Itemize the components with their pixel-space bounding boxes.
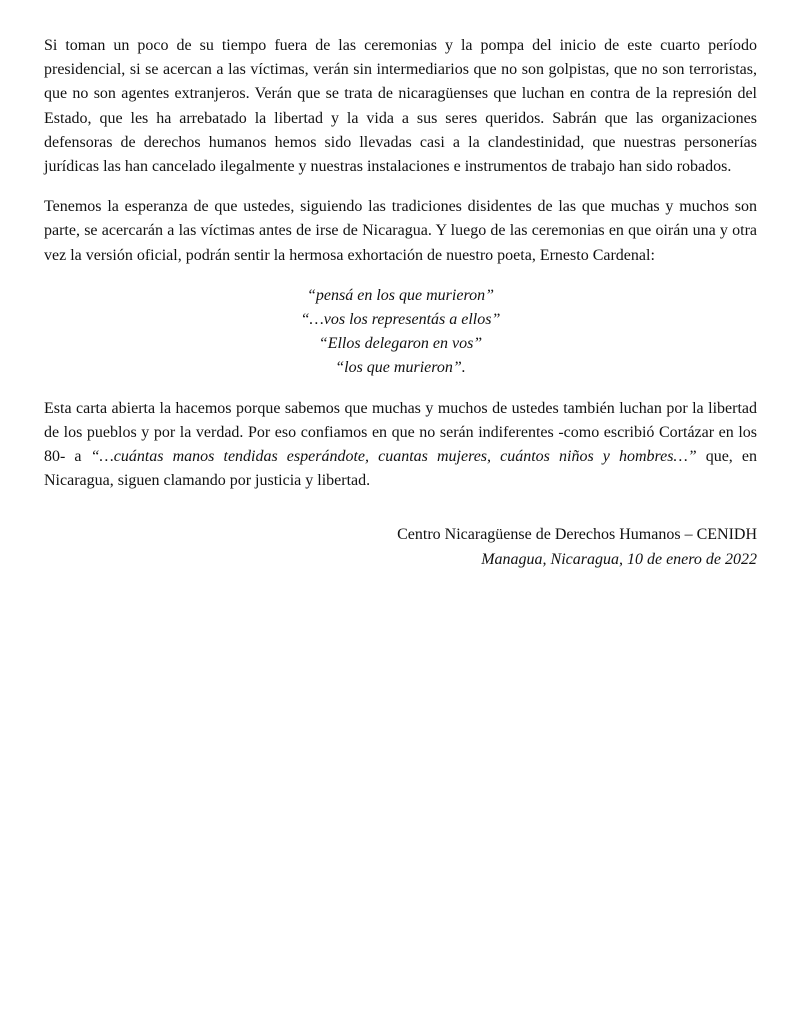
poem-line-1: “pensá en los que murieron” xyxy=(307,286,494,304)
signature-block xyxy=(44,523,757,571)
signature-place-date: Managua, Nicaragua, 10 de enero de 2022 xyxy=(481,550,757,568)
signature-organization: Centro Nicaragüense de Derechos Humanos – CENIDH xyxy=(397,526,757,544)
paragraph-3-text-end: que, en Nicaragua, siguen clamando por justicia y libertad. xyxy=(44,448,758,490)
poem-quote xyxy=(44,284,757,381)
paragraph-1: Si toman un poco de su tiempo fuera de las ceremonias y la pompa del inicio de este cuarto período presidencial, si se acercan a las víctimas, verán sin intermediarios que no son golpistas, que no son terroristas, que no son agentes extranjeros. Verán que se trata de nicaragüenses que luchan en contra de la represión del Estado, que les ha arrebatado la libertad y la vida a sus seres queridos. Sabrán que las organizaciones defensoras de derechos humanos hemos sido llevadas casi a la clandestinidad, que nuestras personerías jurídicas las han cancelado ilegalmente y nuestras instalaciones e instrumentos de trabajo han sido robados. xyxy=(44,37,757,176)
letter-page xyxy=(44,34,757,572)
poem-line-3: “Ellos delegaron en vos” xyxy=(318,335,483,353)
poem-line-4: “los que murieron”. xyxy=(335,359,466,377)
paragraph-2: Tenemos la esperanza de que ustedes, siguiendo las tradiciones disidentes de las que muchas y muchos son parte, se acercarán a las víctimas antes de irse de Nicaragua. Y luego de las ceremonias en que oirán una y otra vez la versión oficial, podrán sentir la hermosa exhortación de nuestro poeta, Ernesto Cardenal: xyxy=(44,198,757,264)
paragraph-3-text-start: Esta carta abierta la hacemos porque sabemos que muchas y muchos de ustedes también luchan por la libertad de los pueblos y por la verdad. Por eso confiamos en que no serán indiferentes -como escribió Cortázar en los 80- a xyxy=(44,399,757,466)
cortazar-quote: “…cuántas manos tendidas esperándote, cuantas mujeres, cuántos niños y hombres…” xyxy=(90,448,697,466)
poem-line-2: “…vos los representás a ellos” xyxy=(300,311,501,329)
paragraph-3 xyxy=(44,397,757,494)
